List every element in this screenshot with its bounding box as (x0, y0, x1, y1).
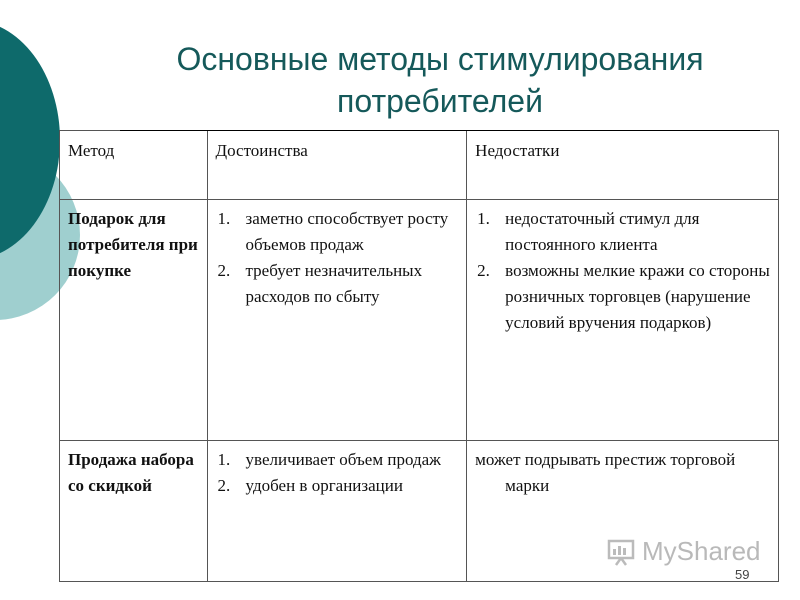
list-item: недостаточный стимул для постоянного клиента (505, 209, 700, 254)
presentation-icon (606, 537, 636, 567)
watermark (606, 536, 761, 567)
advantages-list (216, 447, 459, 499)
header-advantages: Достоинства (207, 131, 467, 200)
disadvantages-text: может подрывать престиж торговой марки (475, 450, 736, 495)
advantages-cell (207, 200, 467, 441)
header-disadvantages: Недостатки (467, 131, 779, 200)
table-top-rule (120, 130, 760, 131)
disadvantages-list (475, 206, 770, 336)
advantages-cell (207, 441, 467, 582)
table-row (60, 200, 779, 441)
page-number: 59 (735, 567, 750, 582)
list-item: удобен в организации (245, 476, 403, 495)
methods-table (59, 130, 779, 582)
list-item: заметно способствует росту объемов продаж (245, 209, 449, 254)
watermark-text: MyShared (642, 536, 761, 566)
table-header-row (60, 131, 779, 200)
slide-title: Основные методы стимулирования потребителей (176, 41, 704, 119)
disadvantages-cell (467, 200, 779, 441)
list-item: увеличивает объем продаж (245, 450, 441, 469)
list-item: возможны мелкие кражи со стороны розничных торговцев (нарушение условий вручения подарков) (505, 261, 770, 332)
header-method: Метод (60, 131, 208, 200)
list-item: требует незначительных расходов по сбыту (245, 261, 423, 306)
method-cell: Подарок для потребителя при покупке (60, 200, 208, 441)
method-cell: Продажа набора со скидкой (60, 441, 208, 582)
advantages-list (216, 206, 459, 310)
